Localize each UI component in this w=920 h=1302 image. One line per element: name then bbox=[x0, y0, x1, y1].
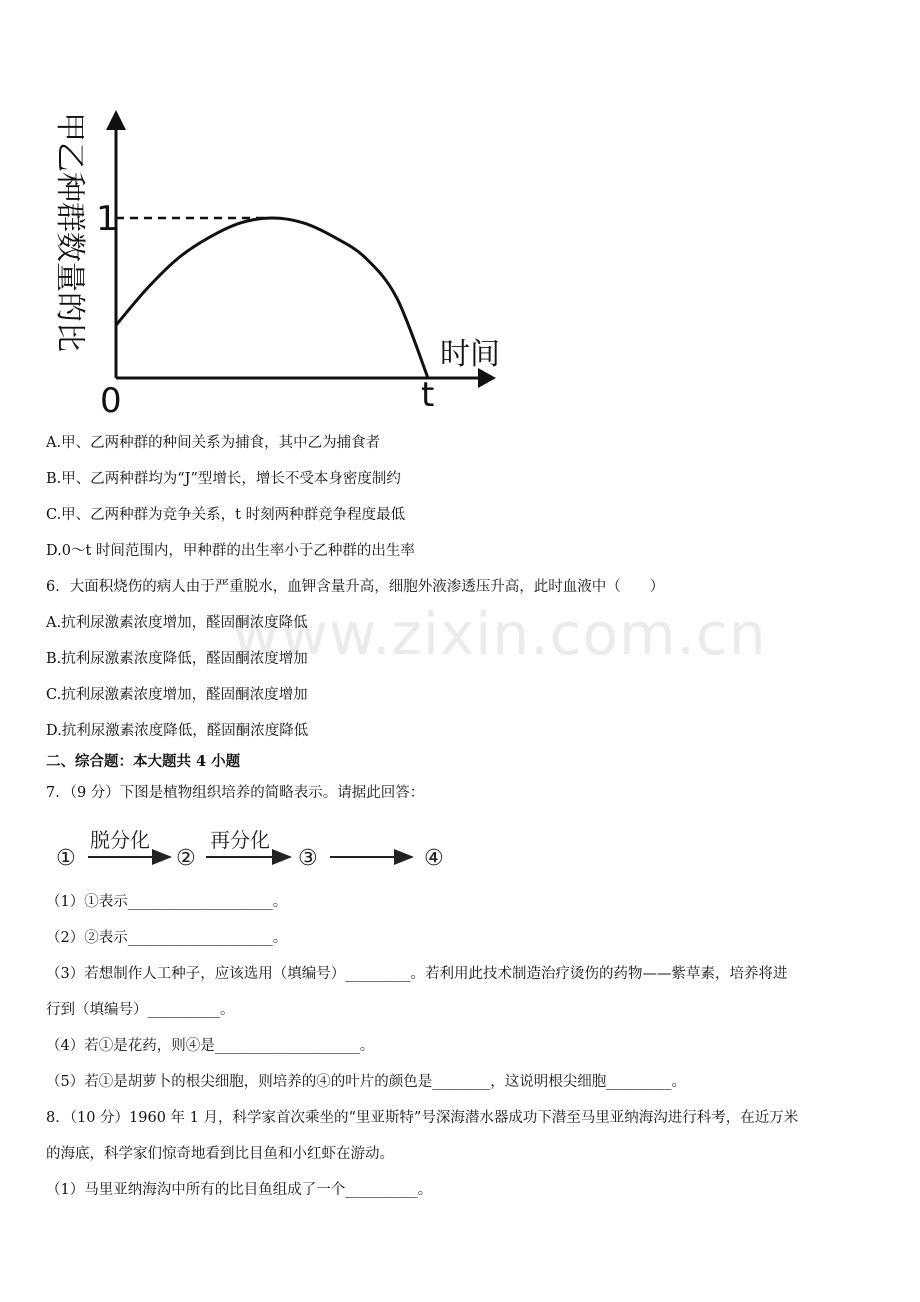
diagram-node-3: ③ bbox=[298, 846, 318, 871]
diagram-node-4: ④ bbox=[424, 846, 444, 871]
section-heading: 二、综合题：本大题共 4 小题 bbox=[46, 753, 241, 770]
q7-item-3: （3）若想制作人工种子，应该选用（填编号）_________。若利用此技术制造治疗烫伤的药物——紫草素，培养将进 bbox=[46, 966, 788, 982]
population-ratio-chart bbox=[0, 0, 920, 420]
diagram-label-redifferentiation: 再分化 bbox=[210, 828, 270, 852]
q8-stem-line-1: 8．（10 分）1960 年 1 月，科学家首次乘坐的“里亚斯特”号深海潜水器成功下潜至马里亚纳海沟进行科考，在近万米 bbox=[46, 1110, 799, 1126]
x-axis-label: 时间 bbox=[440, 337, 500, 372]
series-line bbox=[116, 218, 428, 378]
x-tick-label: t bbox=[421, 375, 435, 415]
diagram-label-dedifferentiation: 脱分化 bbox=[90, 828, 150, 852]
q6-option-a: A.抗利尿激素浓度增加，醛固酮浓度降低 bbox=[46, 615, 308, 631]
origin-label: 0 bbox=[100, 381, 122, 420]
q8-stem-line-2: 的海底，科学家们惊奇地看到比目鱼和小红虾在游动。 bbox=[46, 1146, 394, 1162]
q7-stem: 7．（9 分）下图是植物组织培养的简略表示。请据此回答： bbox=[46, 785, 425, 801]
y-tick-label: 1 bbox=[96, 199, 118, 239]
q7-item-5: （5）若①是胡萝卜的根尖细胞，则培养的④的叶片的颜色是________，这说明根尖细胞_________。 bbox=[46, 1074, 686, 1090]
q5-option-a: A.甲、乙两种群的种间关系为捕食，其中乙为捕食者 bbox=[46, 435, 381, 451]
q6-option-d: D.抗利尿激素浓度降低，醛固酮浓度降低 bbox=[46, 723, 309, 739]
q6-option-c: C.抗利尿激素浓度增加，醛固酮浓度增加 bbox=[46, 687, 308, 703]
q7-item-3-continued: 行到（填编号）__________。 bbox=[46, 1002, 235, 1018]
watermark: www.zixin.com.cn bbox=[232, 600, 767, 668]
tissue-culture-diagram bbox=[50, 825, 470, 875]
q5-option-c: C.甲、乙两种群为竞争关系，t 时刻两种群竞争程度最低 bbox=[46, 507, 406, 523]
q7-item-2: （2）②表示____________________。 bbox=[46, 930, 288, 946]
y-axis-label: 甲乙种群数量的比 bbox=[52, 112, 87, 352]
q8-item-1: （1）马里亚纳海沟中所有的比目鱼组成了一个__________。 bbox=[46, 1182, 433, 1198]
y-axis-arrow bbox=[106, 110, 126, 130]
q5-option-d: D.0～t 时间范围内，甲种群的出生率小于乙种群的出生率 bbox=[46, 543, 415, 559]
q7-item-1: （1）①表示____________________。 bbox=[46, 894, 288, 910]
q7-item-4: （4）若①是花药，则④是____________________。 bbox=[46, 1038, 375, 1054]
diagram-node-2: ② bbox=[176, 846, 196, 871]
q6-stem: 6．大面积烧伤的病人由于严重脱水，血钾含量升高，细胞外液渗透压升高，此时血液中（ ） bbox=[46, 579, 665, 595]
q6-option-b: B.抗利尿激素浓度降低，醛固酮浓度增加 bbox=[46, 651, 308, 667]
q5-option-b: B.甲、乙两种群均为“J”型增长，增长不受本身密度制约 bbox=[46, 471, 401, 487]
diagram-node-1: ① bbox=[56, 846, 76, 871]
